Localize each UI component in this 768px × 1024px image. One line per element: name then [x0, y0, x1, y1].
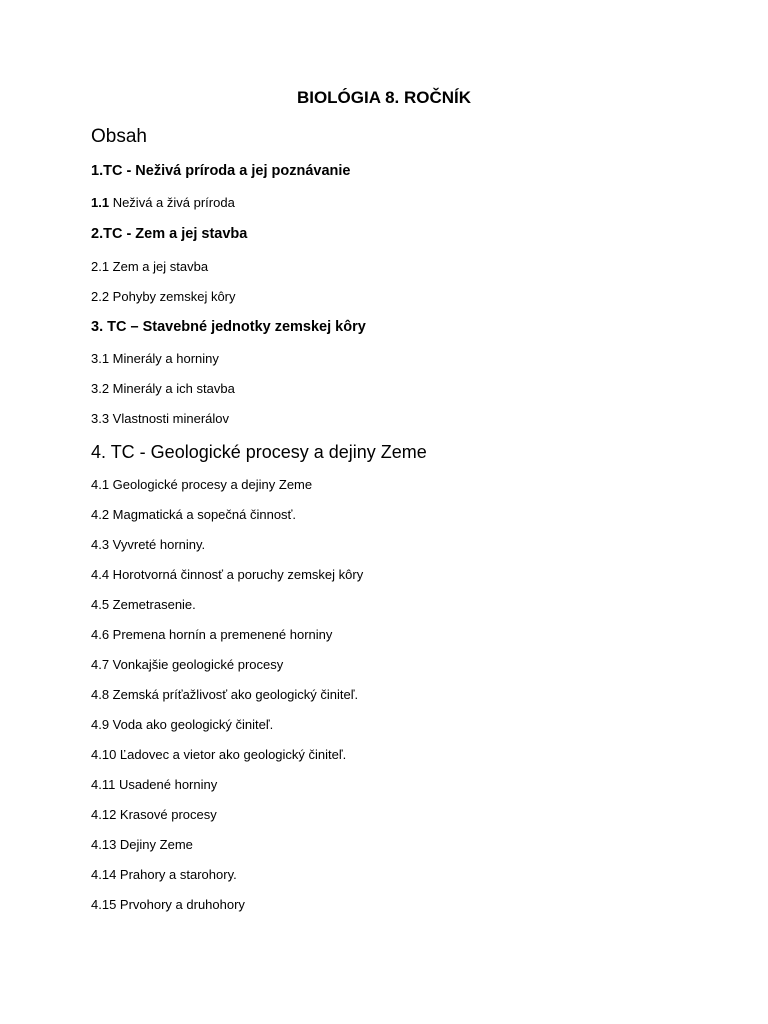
toc-item-3-3: 3.3 Vlastnosti minerálov [91, 411, 230, 426]
toc-section-4: 4. TC - Geologické procesy a dejiny Zeme [91, 442, 427, 462]
toc-item-2-2: 2.2 Pohyby zemskej kôry [91, 289, 236, 304]
toc-item-4-4: 4.4 Horotvorná činnosť a poruchy zemskej kôry [91, 567, 364, 582]
toc-item-4-15: 4.15 Prvohory a druhohory [91, 897, 245, 912]
toc-item-3-1: 3.1 Minerály a horniny [91, 351, 219, 366]
toc-item-2-1: 2.1 Zem a jej stavba [91, 259, 209, 274]
toc-heading: Obsah [91, 126, 147, 147]
toc-item-4-6: 4.6 Premena hornín a premenené horniny [91, 627, 333, 642]
toc-section-1: 1.TC - Neživá príroda a jej poznávanie [91, 163, 351, 179]
toc-item-number: 1.1 [91, 195, 110, 210]
toc-item-label: Neživá a živá príroda [109, 195, 235, 210]
toc-item-4-1: 4.1 Geologické procesy a dejiny Zeme [91, 477, 313, 492]
toc-item-4-14: 4.14 Prahory a starohory. [91, 867, 237, 882]
toc-item-4-13: 4.13 Dejiny Zeme [91, 837, 193, 852]
toc-item-1-1 [91, 194, 235, 212]
toc-item-4-9: 4.9 Voda ako geologický činiteľ. [91, 717, 274, 732]
toc-item-4-11: 4.11 Usadené horniny [91, 777, 218, 792]
toc-item-4-12: 4.12 Krasové procesy [91, 807, 217, 822]
toc-item-4-8: 4.8 Zemská príťažlivosť ako geologický činiteľ. [91, 687, 359, 702]
toc-item-4-10: 4.10 Ľadovec a vietor ako geologický činiteľ. [91, 747, 347, 762]
toc-item-4-3: 4.3 Vyvreté horniny. [91, 537, 206, 552]
toc-item-4-7: 4.7 Vonkajšie geologické procesy [91, 657, 284, 672]
toc-section-3: 3. TC – Stavebné jednotky zemskej kôry [91, 319, 366, 335]
toc-item-3-2: 3.2 Minerály a ich stavba [91, 381, 235, 396]
toc-item-4-2: 4.2 Magmatická a sopečná činnosť. [91, 507, 297, 522]
toc-item-4-5: 4.5 Zemetrasenie. [91, 597, 196, 612]
toc-section-2: 2.TC - Zem a jej stavba [91, 226, 248, 242]
document-title: BIOLÓGIA 8. ROČNÍK [296, 88, 472, 107]
